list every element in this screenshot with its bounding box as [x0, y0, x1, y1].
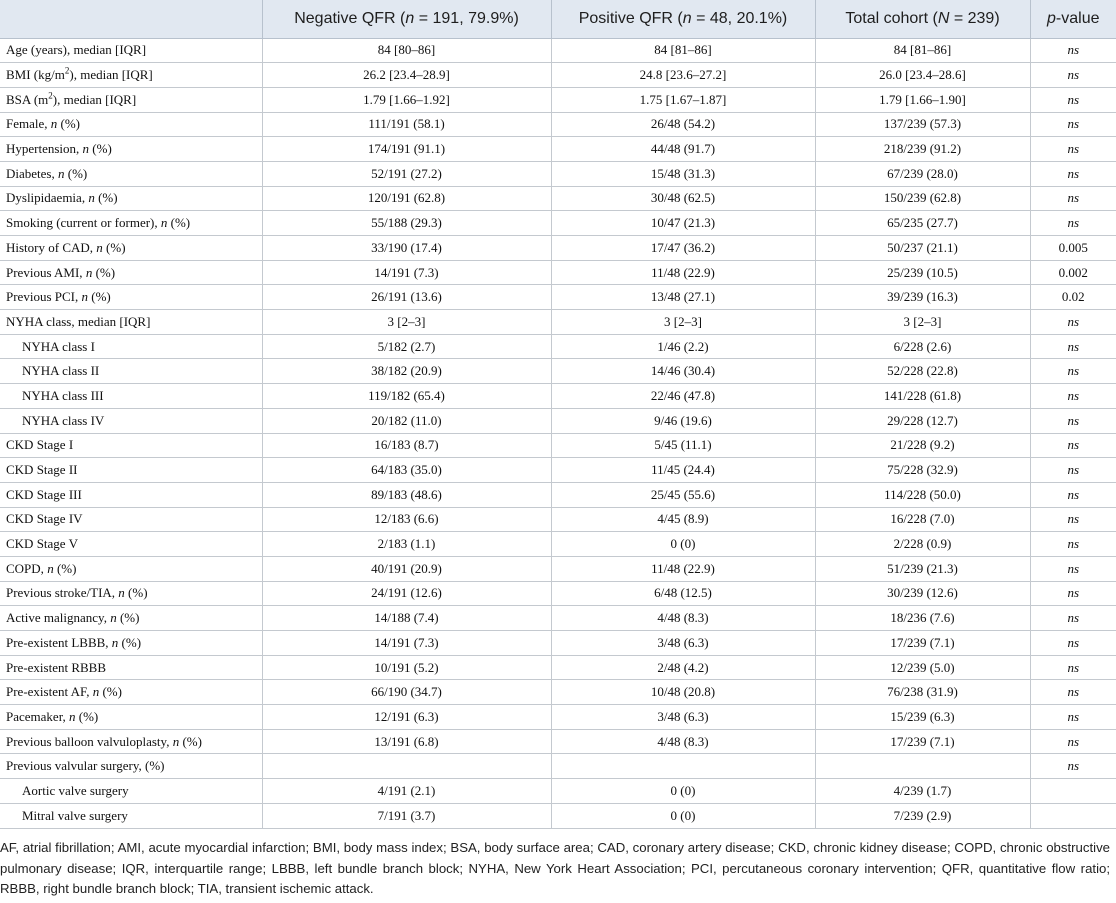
- cell-p-value: ns: [1030, 606, 1116, 631]
- cell-negative-qfr: 40/191 (20.9): [262, 556, 551, 581]
- cell-negative-qfr: 24/191 (12.6): [262, 581, 551, 606]
- table-row: [0, 310, 1116, 335]
- cell-total-cohort: 75/228 (32.9): [815, 458, 1030, 483]
- row-label: [0, 408, 262, 433]
- cell-negative-qfr: 55/188 (29.3): [262, 211, 551, 236]
- row-label-text: Dyslipidaemia,: [6, 190, 89, 206]
- row-label-text: NYHA class III: [22, 387, 104, 403]
- cell-p-value: ns: [1030, 408, 1116, 433]
- cell-positive-qfr: 6/48 (12.5): [551, 581, 815, 606]
- row-label-text: BMI (kg/m: [6, 67, 65, 83]
- cell-positive-qfr: 17/47 (36.2): [551, 236, 815, 261]
- cell-p-value: ns: [1030, 359, 1116, 384]
- row-label-text: Female,: [6, 116, 51, 132]
- cell-total-cohort: 25/239 (10.5): [815, 260, 1030, 285]
- cell-positive-qfr: 5/45 (11.1): [551, 433, 815, 458]
- cell-positive-qfr: 44/48 (91.7): [551, 137, 815, 162]
- row-label-text: History of CAD,: [6, 239, 97, 255]
- table-row: [0, 507, 1116, 532]
- cell-total-cohort: 218/239 (91.2): [815, 137, 1030, 162]
- row-label: [0, 186, 262, 211]
- row-label-text: CKD Stage III: [6, 486, 82, 502]
- cell-total-cohort: 76/238 (31.9): [815, 680, 1030, 705]
- table-row: [0, 631, 1116, 656]
- row-label-text: Pre-existent AF,: [6, 684, 93, 700]
- table-row: [0, 606, 1116, 631]
- row-label: [0, 384, 262, 409]
- header-negative-qfr-n: n: [405, 9, 415, 27]
- header-positive-qfr-n: n: [682, 9, 692, 27]
- row-label-italic: n: [172, 733, 180, 749]
- cell-negative-qfr: 14/191 (7.3): [262, 631, 551, 656]
- cell-p-value: 0.02: [1030, 285, 1116, 310]
- header-row: [0, 0, 1116, 38]
- header-p-value-label: -value: [1055, 9, 1100, 27]
- cell-total-cohort: 17/239 (7.1): [815, 631, 1030, 656]
- cell-p-value: ns: [1030, 655, 1116, 680]
- row-label-text: CKD Stage I: [6, 437, 74, 453]
- cell-negative-qfr: 52/191 (27.2): [262, 161, 551, 186]
- cell-p-value: ns: [1030, 482, 1116, 507]
- row-label-text: Pre-existent RBBB: [6, 659, 107, 675]
- cell-negative-qfr: 2/183 (1.1): [262, 532, 551, 557]
- table-row: [0, 482, 1116, 507]
- row-label: [0, 680, 262, 705]
- row-label: [0, 779, 262, 804]
- table-row: [0, 334, 1116, 359]
- row-label-suffix: ), median [IQR]: [69, 67, 153, 83]
- cell-total-cohort: 3 [2–3]: [815, 310, 1030, 335]
- cell-negative-qfr: 119/182 (65.4): [262, 384, 551, 409]
- cell-negative-qfr: 12/191 (6.3): [262, 705, 551, 730]
- row-label-text: Previous valvular surgery, (%): [6, 758, 165, 774]
- cell-p-value: ns: [1030, 87, 1116, 112]
- table-row: [0, 433, 1116, 458]
- table-row: [0, 556, 1116, 581]
- row-label-text: COPD,: [6, 560, 48, 576]
- table-row: [0, 680, 1116, 705]
- cell-positive-qfr: 0 (0): [551, 803, 815, 828]
- table-footnote: AF, atrial fibrillation; AMI, acute myocardial infarction; BMI, body mass index; BSA, body surface area; CAD, coronary artery disease; CKD, chronic kidney disease; COPD, chronic obstructive pulmonary disease; IQR, interquartile range; LBBB, left bundle branch block; NYHA, New York Heart Association; PCI, percutaneous coronary intervention; QFR, quantitative flow ratio; RBBB, right bundle branch block; TIA, transient ischemic attack.: [0, 840, 1110, 896]
- table-row: [0, 137, 1116, 162]
- cell-positive-qfr: 0 (0): [551, 532, 815, 557]
- cell-total-cohort: 51/239 (21.3): [815, 556, 1030, 581]
- cell-negative-qfr: 66/190 (34.7): [262, 680, 551, 705]
- row-label: [0, 482, 262, 507]
- header-p-symbol: p: [1047, 9, 1056, 27]
- cell-negative-qfr: 174/191 (91.1): [262, 137, 551, 162]
- cell-p-value: ns: [1030, 112, 1116, 137]
- row-label: [0, 285, 262, 310]
- header-negative-qfr-count: = 191, 79.9%): [414, 9, 519, 27]
- row-label-superscript: 2: [48, 90, 53, 101]
- table-row: [0, 779, 1116, 804]
- cell-positive-qfr: 15/48 (31.3): [551, 161, 815, 186]
- cell-positive-qfr: 30/48 (62.5): [551, 186, 815, 211]
- row-label: [0, 631, 262, 656]
- header-total-cohort-count: = 239): [949, 9, 1000, 27]
- table-row: [0, 655, 1116, 680]
- row-label-italic: n: [57, 165, 65, 181]
- cell-positive-qfr: [551, 754, 815, 779]
- cell-total-cohort: [815, 754, 1030, 779]
- row-label-italic: n: [118, 585, 125, 601]
- cell-p-value: ns: [1030, 729, 1116, 754]
- cell-positive-qfr: 10/48 (20.8): [551, 680, 815, 705]
- cell-total-cohort: 7/239 (2.9): [815, 803, 1030, 828]
- cell-p-value: [1030, 779, 1116, 804]
- cell-total-cohort: 12/239 (5.0): [815, 655, 1030, 680]
- row-label: [0, 63, 262, 88]
- table-row: [0, 236, 1116, 261]
- row-label: [0, 458, 262, 483]
- cell-p-value: ns: [1030, 631, 1116, 656]
- cell-negative-qfr: 26.2 [23.4–28.9]: [262, 63, 551, 88]
- cell-positive-qfr: 9/46 (19.6): [551, 408, 815, 433]
- cell-positive-qfr: 0 (0): [551, 779, 815, 804]
- cell-negative-qfr: 64/183 (35.0): [262, 458, 551, 483]
- cell-positive-qfr: 3/48 (6.3): [551, 705, 815, 730]
- row-label: [0, 754, 262, 779]
- table-row: [0, 705, 1116, 730]
- cell-total-cohort: 84 [81–86]: [815, 38, 1030, 63]
- row-label: [0, 211, 262, 236]
- row-label: [0, 236, 262, 261]
- cell-total-cohort: 4/239 (1.7): [815, 779, 1030, 804]
- cell-p-value: ns: [1030, 754, 1116, 779]
- table-row: [0, 63, 1116, 88]
- row-label-italic: n: [160, 215, 168, 231]
- header-positive-qfr-label: Positive QFR (: [578, 9, 683, 27]
- table-row: [0, 112, 1116, 137]
- cell-negative-qfr: 10/191 (5.2): [262, 655, 551, 680]
- row-label-text: Mitral valve surgery: [22, 807, 128, 823]
- row-label: [0, 137, 262, 162]
- row-label-italic: n: [92, 684, 100, 700]
- cell-positive-qfr: 1/46 (2.2): [551, 334, 815, 359]
- row-label-italic: n: [96, 239, 103, 255]
- row-label: [0, 260, 262, 285]
- cell-positive-qfr: 26/48 (54.2): [551, 112, 815, 137]
- cell-positive-qfr: 1.75 [1.67–1.87]: [551, 87, 815, 112]
- cell-total-cohort: 30/239 (12.6): [815, 581, 1030, 606]
- header-total-cohort-n: N: [937, 9, 950, 27]
- row-label-text: Previous PCI,: [6, 289, 82, 305]
- row-label-text: CKD Stage II: [6, 462, 78, 478]
- row-label-italic: n: [82, 141, 90, 157]
- cell-negative-qfr: 111/191 (58.1): [262, 112, 551, 137]
- cell-p-value: ns: [1030, 507, 1116, 532]
- header-total-cohort: [815, 0, 1030, 38]
- row-label-superscript: 2: [64, 65, 70, 76]
- cell-total-cohort: 141/228 (61.8): [815, 384, 1030, 409]
- cell-positive-qfr: 2/48 (4.2): [551, 655, 815, 680]
- row-label: [0, 729, 262, 754]
- row-label-suffix: (%): [99, 684, 122, 700]
- cell-negative-qfr: 16/183 (8.7): [262, 433, 551, 458]
- cell-total-cohort: 16/228 (7.0): [815, 507, 1030, 532]
- table-row: [0, 408, 1116, 433]
- cell-positive-qfr: 11/48 (22.9): [551, 260, 815, 285]
- row-label-text: Age (years), median [IQR]: [6, 42, 147, 58]
- cell-p-value: ns: [1030, 705, 1116, 730]
- cell-negative-qfr: 20/182 (11.0): [262, 408, 551, 433]
- row-label-text: NYHA class IV: [22, 412, 105, 428]
- row-label-text: NYHA class II: [22, 363, 100, 379]
- cell-total-cohort: 17/239 (7.1): [815, 729, 1030, 754]
- cell-p-value: ns: [1030, 532, 1116, 557]
- table-row: [0, 186, 1116, 211]
- cell-p-value: ns: [1030, 556, 1116, 581]
- row-label-suffix: (%): [92, 264, 116, 280]
- cell-p-value: 0.002: [1030, 260, 1116, 285]
- row-label-italic: n: [88, 190, 95, 206]
- cell-positive-qfr: 4/48 (8.3): [551, 606, 815, 631]
- row-label-italic: n: [47, 560, 54, 576]
- cell-negative-qfr: 120/191 (62.8): [262, 186, 551, 211]
- row-label-text: Diabetes,: [6, 165, 58, 181]
- row-label: [0, 532, 262, 557]
- table-row: [0, 532, 1116, 557]
- cell-positive-qfr: 4/48 (8.3): [551, 729, 815, 754]
- cell-total-cohort: 39/239 (16.3): [815, 285, 1030, 310]
- row-label: [0, 112, 262, 137]
- table-row: [0, 458, 1116, 483]
- cell-p-value: ns: [1030, 433, 1116, 458]
- row-label: [0, 803, 262, 828]
- row-label: [0, 655, 262, 680]
- cell-positive-qfr: 25/45 (55.6): [551, 482, 815, 507]
- row-label: [0, 334, 262, 359]
- cell-positive-qfr: 13/48 (27.1): [551, 285, 815, 310]
- header-positive-qfr-count: = 48, 20.1%): [691, 9, 788, 27]
- row-label: [0, 38, 262, 63]
- header-negative-qfr-label: Negative QFR (: [294, 9, 406, 27]
- row-label-text: Hypertension,: [6, 141, 83, 157]
- table-row: [0, 260, 1116, 285]
- cell-negative-qfr: 89/183 (48.6): [262, 482, 551, 507]
- cell-p-value: 0.005: [1030, 236, 1116, 261]
- cell-positive-qfr: 22/46 (47.8): [551, 384, 815, 409]
- cell-positive-qfr: 11/45 (24.4): [551, 458, 815, 483]
- row-label: [0, 705, 262, 730]
- row-label-text: CKD Stage IV: [6, 511, 83, 527]
- cell-positive-qfr: 3 [2–3]: [551, 310, 815, 335]
- row-label-suffix: (%): [124, 585, 148, 601]
- row-label-suffix: (%): [118, 634, 142, 650]
- cell-total-cohort: 18/236 (7.6): [815, 606, 1030, 631]
- cell-p-value: ns: [1030, 38, 1116, 63]
- row-label-suffix: (%): [116, 610, 140, 626]
- table-row: [0, 38, 1116, 63]
- row-label: [0, 87, 262, 112]
- row-label-italic: n: [69, 708, 76, 724]
- table-row: [0, 581, 1116, 606]
- cell-total-cohort: 137/239 (57.3): [815, 112, 1030, 137]
- row-label-suffix: (%): [167, 215, 191, 231]
- row-label-suffix: (%): [102, 239, 126, 255]
- cell-total-cohort: 21/228 (9.2): [815, 433, 1030, 458]
- row-label-suffix: ), median [IQR]: [52, 91, 137, 107]
- cell-p-value: ns: [1030, 458, 1116, 483]
- cell-p-value: ns: [1030, 211, 1116, 236]
- cell-negative-qfr: 38/182 (20.9): [262, 359, 551, 384]
- cell-total-cohort: 114/228 (50.0): [815, 482, 1030, 507]
- table-row: [0, 729, 1116, 754]
- header-p-value: [1030, 0, 1116, 38]
- row-label-suffix: (%): [179, 733, 202, 749]
- row-label-italic: n: [111, 634, 119, 650]
- cell-p-value: ns: [1030, 334, 1116, 359]
- cell-positive-qfr: 3/48 (6.3): [551, 631, 815, 656]
- cell-p-value: ns: [1030, 310, 1116, 335]
- cell-negative-qfr: 12/183 (6.6): [262, 507, 551, 532]
- cell-total-cohort: 15/239 (6.3): [815, 705, 1030, 730]
- row-label-suffix: (%): [87, 289, 111, 305]
- row-label: [0, 507, 262, 532]
- row-label: [0, 556, 262, 581]
- row-label-suffix: (%): [53, 560, 77, 576]
- header-characteristic: [0, 0, 262, 38]
- table-row: [0, 211, 1116, 236]
- cell-negative-qfr: 26/191 (13.6): [262, 285, 551, 310]
- table-row: [0, 161, 1116, 186]
- row-label-text: Previous stroke/TIA,: [6, 585, 119, 601]
- cell-p-value: ns: [1030, 161, 1116, 186]
- table-row: [0, 384, 1116, 409]
- cell-total-cohort: 1.79 [1.66–1.90]: [815, 87, 1030, 112]
- cell-positive-qfr: 24.8 [23.6–27.2]: [551, 63, 815, 88]
- cell-negative-qfr: 13/191 (6.8): [262, 729, 551, 754]
- cell-negative-qfr: 14/191 (7.3): [262, 260, 551, 285]
- cell-p-value: ns: [1030, 137, 1116, 162]
- table-row: [0, 803, 1116, 828]
- cell-total-cohort: 52/228 (22.8): [815, 359, 1030, 384]
- row-label-italic: n: [110, 610, 117, 626]
- row-label: [0, 606, 262, 631]
- cell-total-cohort: 65/235 (27.7): [815, 211, 1030, 236]
- row-label: [0, 310, 262, 335]
- header-positive-qfr: [551, 0, 815, 38]
- table-body: [0, 38, 1116, 828]
- row-label-text: Previous balloon valvuloplasty,: [6, 733, 173, 749]
- row-label-text: NYHA class I: [22, 338, 95, 354]
- row-label-suffix: (%): [89, 141, 112, 157]
- row-label-italic: n: [50, 116, 58, 132]
- header-negative-qfr: [262, 0, 551, 38]
- row-label: [0, 581, 262, 606]
- cell-p-value: ns: [1030, 63, 1116, 88]
- table-row: [0, 754, 1116, 779]
- row-label-italic: n: [85, 264, 93, 280]
- row-label-text: Active malignancy,: [6, 610, 111, 626]
- row-label-italic: n: [81, 289, 88, 305]
- cell-total-cohort: 26.0 [23.4–28.6]: [815, 63, 1030, 88]
- cell-negative-qfr: 4/191 (2.1): [262, 779, 551, 804]
- row-label-suffix: (%): [75, 708, 99, 724]
- cell-negative-qfr: 14/188 (7.4): [262, 606, 551, 631]
- row-label-suffix: (%): [57, 116, 81, 132]
- cell-total-cohort: 67/239 (28.0): [815, 161, 1030, 186]
- table-header: [0, 0, 1116, 38]
- row-label-suffix: (%): [64, 165, 88, 181]
- row-label-text: Pacemaker,: [6, 708, 70, 724]
- row-label-suffix: (%): [94, 190, 118, 206]
- cell-p-value: [1030, 803, 1116, 828]
- table-row: [0, 359, 1116, 384]
- row-label-text: Aortic valve surgery: [22, 782, 129, 798]
- row-label-text: Previous AMI,: [6, 264, 86, 280]
- row-label-text: NYHA class, median [IQR]: [6, 313, 151, 329]
- cell-p-value: ns: [1030, 384, 1116, 409]
- cell-total-cohort: 29/228 (12.7): [815, 408, 1030, 433]
- cell-negative-qfr: 84 [80–86]: [262, 38, 551, 63]
- row-label-text: BSA (m: [6, 91, 49, 107]
- row-label: [0, 359, 262, 384]
- row-label: [0, 161, 262, 186]
- row-label-text: Smoking (current or former),: [6, 215, 161, 231]
- cell-negative-qfr: 3 [2–3]: [262, 310, 551, 335]
- cell-total-cohort: 50/237 (21.1): [815, 236, 1030, 261]
- cell-total-cohort: 6/228 (2.6): [815, 334, 1030, 359]
- cell-positive-qfr: 10/47 (21.3): [551, 211, 815, 236]
- cell-negative-qfr: 1.79 [1.66–1.92]: [262, 87, 551, 112]
- cell-negative-qfr: [262, 754, 551, 779]
- header-total-cohort-label: Total cohort (: [845, 9, 938, 27]
- cell-positive-qfr: 14/46 (30.4): [551, 359, 815, 384]
- cell-positive-qfr: 4/45 (8.9): [551, 507, 815, 532]
- cell-negative-qfr: 33/190 (17.4): [262, 236, 551, 261]
- cell-p-value: ns: [1030, 680, 1116, 705]
- cell-total-cohort: 150/239 (62.8): [815, 186, 1030, 211]
- table-row: [0, 285, 1116, 310]
- cell-total-cohort: 2/228 (0.9): [815, 532, 1030, 557]
- cell-positive-qfr: 11/48 (22.9): [551, 556, 815, 581]
- cell-positive-qfr: 84 [81–86]: [551, 38, 815, 63]
- cell-negative-qfr: 7/191 (3.7): [262, 803, 551, 828]
- row-label: [0, 433, 262, 458]
- table-row: [0, 87, 1116, 112]
- cell-p-value: ns: [1030, 186, 1116, 211]
- cell-p-value: ns: [1030, 581, 1116, 606]
- row-label-text: Pre-existent LBBB,: [6, 634, 112, 650]
- cell-negative-qfr: 5/182 (2.7): [262, 334, 551, 359]
- row-label-text: CKD Stage V: [6, 536, 78, 552]
